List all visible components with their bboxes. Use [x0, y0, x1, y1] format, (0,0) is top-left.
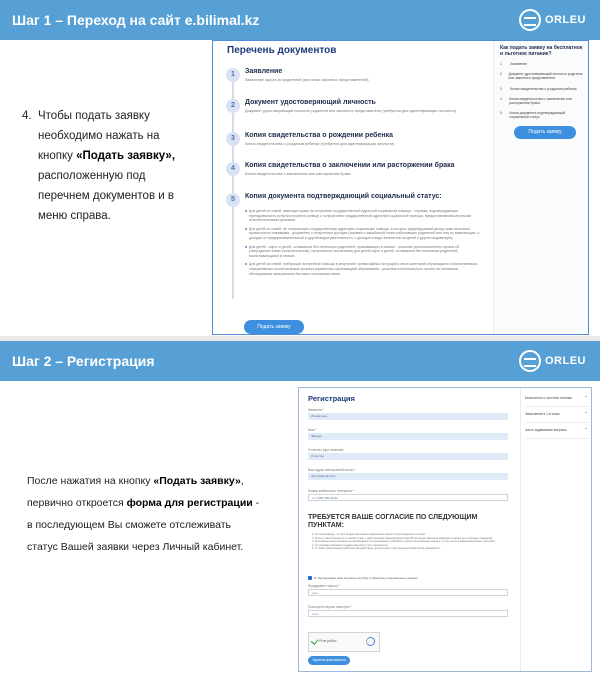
document-item — [226, 132, 481, 147]
document-item — [226, 68, 481, 83]
captcha-label: Я не робот — [319, 639, 337, 643]
recaptcha-widget[interactable] — [308, 632, 380, 652]
sidebar-item-number: 4 — [500, 96, 502, 101]
register-button[interactable]: Зарегистрироваться — [308, 656, 350, 665]
documents-screenshot — [212, 40, 589, 335]
patronymic-field — [308, 448, 508, 460]
registration-screenshot — [298, 387, 592, 672]
sidebar-title: Как подать заявку на бесплатное и льготное питание? — [500, 45, 583, 57]
password-field — [308, 584, 508, 596]
field-label: Имя * — [308, 428, 317, 432]
step-1-title: Шаг 1 – Переход на сайт e.bilimal.kz — [12, 12, 260, 28]
list-item: 5. О праве обжалования действий (бездействия) должностных лиц в вышестоящий орган ознакомлен. — [312, 547, 441, 550]
checkmark-icon — [311, 637, 319, 645]
surname-field — [308, 408, 508, 420]
name-input[interactable]: Фарида — [308, 433, 508, 440]
help-sidebar — [493, 41, 589, 335]
sidebar-item[interactable] — [500, 72, 584, 80]
sidebar-item[interactable] — [500, 97, 584, 105]
instruction-line: необходимо нажать на — [38, 130, 160, 142]
instruction-highlight: форма для регистрации — [126, 497, 253, 509]
list-item: Для детей из семей, требующих экстренной помощи в результате чрезвычайных ситуаций и иных категорий обучающихся и воспитанников, определяемых коллегиальным органом управления организацией образования - решение коллегиального органа на основании обследования материально-бытового положения семьи. — [245, 262, 480, 276]
name-field — [308, 428, 508, 440]
step-number-badge: 5 — [226, 193, 240, 207]
field-label: Отчество (при наличии) — [308, 448, 344, 452]
instruction-line: После нажатия на кнопку — [27, 475, 154, 487]
password-repeat-field — [308, 605, 508, 617]
list-item: Для детей - сирот и детей, оставшихся без попечения родителей, проживающих в семьях - решение уполномоченного органа об утверждении опеки (попечительства), патронатного воспитания для детей-сирот и детей, оставшихся без попечения родителей, воспитывающихся в семьях. — [245, 245, 480, 259]
recaptcha-icon — [366, 637, 375, 646]
field-label: Придумайте пароль * — [308, 584, 340, 588]
registration-title: Регистрация — [308, 394, 355, 403]
step-number-badge: 4 — [226, 162, 240, 176]
sidebar-item-label: Копия свидетельства о заключении или расторжении брака — [509, 96, 572, 106]
document-subtitle: Документ удостоверяющий личность родителя или законного представителя (требуется для идентификации личности) — [245, 109, 456, 113]
document-item — [226, 99, 481, 114]
orleu-logo-icon — [519, 350, 541, 372]
checkbox-label: Я подтверждаю свое согласие на сбор и обработку персональных данных — [314, 576, 418, 580]
document-subtitle: Копия свидетельства о рождении ребенка (требуется для идентификации личности) — [245, 142, 395, 146]
patronymic-input[interactable]: Отчество — [308, 453, 508, 460]
field-label: Повторите пароль повторно * — [308, 605, 352, 609]
sidebar-item-label: Копия свидетельства о рождении ребенка — [510, 86, 577, 91]
orleu-logo — [519, 350, 586, 372]
password-repeat-input[interactable]: •••••• — [308, 610, 508, 617]
step-number-badge: 2 — [226, 99, 240, 113]
field-label: Номер мобильного телефона * — [308, 489, 354, 493]
sidebar-submit-button[interactable]: Подать заявку — [514, 126, 576, 139]
slide-step-1 — [0, 0, 600, 336]
instruction-line: - — [252, 497, 260, 509]
list-item: Для детей из семей, не получающих государственную адресную социальную помощь, в которых среднедушевой доход ниже величины прожиточного минимума - документы о полученных доходах (справка о заработной плате работающих родителей или лиц их заменяющих, о доходах от предпринимательской и другой видов деятельности, о доходах в виде алиментов на детей и других иждивенцев). — [245, 227, 480, 241]
consent-checkbox-row — [308, 576, 418, 580]
sidebar-item-number: 3 — [500, 86, 502, 91]
instruction-line: кнопку — [38, 150, 77, 162]
instruction-number: 4. — [22, 110, 32, 122]
logo-text: ORLEU — [545, 355, 586, 367]
step-2-instruction — [27, 470, 287, 558]
phone-field — [308, 489, 508, 501]
sidebar-item-number: 5 — [500, 111, 502, 116]
document-item — [226, 193, 481, 203]
document-subtitle: Копия свидетельства о заключении или расторжении брака — [245, 172, 351, 176]
social-status-list — [245, 209, 480, 280]
list-item: 4. Со сроками оказания государственной услуги ознакомлен. — [312, 543, 389, 547]
document-title: Копия документа подтверждающий социальный статус: — [245, 193, 442, 200]
sidebar-item[interactable] — [500, 87, 584, 91]
sidebar-item-number: 2 — [500, 72, 502, 77]
instruction-line: расположенную под — [38, 170, 146, 182]
sidebar-item-first-grade[interactable]: Зачисление в 1-й класс ⌄ — [525, 407, 589, 423]
instruction-line: меню справа. — [38, 210, 111, 222]
sidebar-item-label: Заявление — [510, 62, 528, 66]
phone-input[interactable]: +7 (705) 000-00-00 — [308, 494, 508, 501]
field-label: Фамилия * — [308, 408, 324, 412]
step-2-header — [0, 341, 600, 381]
sidebar-item[interactable] — [500, 111, 584, 119]
email-field — [308, 468, 508, 480]
sidebar-item[interactable] — [500, 62, 584, 66]
orleu-logo — [519, 9, 586, 31]
document-item — [226, 162, 481, 177]
email-input[interactable]: abcxyz@mail.com — [308, 473, 508, 480]
sidebar-item-faq[interactable]: Часто задаваемые вопросы ⌄ — [525, 423, 589, 439]
password-input[interactable]: •••••• — [308, 589, 508, 596]
step-number-badge: 1 — [226, 68, 240, 82]
document-title: Копия свидетельства о рождении ребенка — [245, 132, 393, 139]
step-number-badge: 3 — [226, 132, 240, 146]
instruction-highlight: «Подать заявку» — [153, 475, 241, 487]
document-subtitle: Заявление одного из родителей (или иных законных представителей) — [245, 78, 369, 82]
consent-terms — [312, 533, 507, 551]
surname-input[interactable]: Исмаилова — [308, 413, 508, 420]
consent-checkbox[interactable] — [308, 576, 312, 580]
instruction-line: Чтобы подать заявку — [38, 110, 150, 122]
sidebar-item-label: Копия документа подтверждающий социальный статус — [509, 111, 566, 120]
orleu-logo-icon — [519, 9, 541, 31]
documents-title: Перечень документов — [227, 45, 337, 56]
field-label: Ваш адрес электронной почты * — [308, 468, 356, 472]
logo-text: ORLEU — [545, 14, 586, 26]
document-title: Документ удостоверяющий личность — [245, 99, 376, 106]
sidebar-item-label: Документ удостоверяющий личность родителя или законного представителя — [508, 72, 583, 81]
document-title: Копия свидетельства о заключении или расторжении брака — [245, 162, 455, 169]
services-sidebar — [520, 388, 592, 672]
sidebar-item-free-meals[interactable]: Бесплатное и льготное питание ⌄ — [525, 391, 589, 407]
consent-heading: ТРЕБУЕТСЯ ВАШЕ СОГЛАСИЕ ПО СЛЕДУЮЩИМ ПУНКТАМ: — [308, 514, 478, 529]
list-item: Для детей из семей, имеющих право на получение государственной адресной социальной помощи - справка, подтверждающая принадлежность услугополучателя (семьи) к получателям государственной адресной социальной помощи, предоставляемая местными исполнительными органами. — [245, 209, 480, 223]
instruction-line: статус Вашей заявки через Личный кабинет. — [27, 541, 244, 553]
instruction-line: перечнем документов и в — [38, 190, 174, 202]
list-item: 3. Я выражаю свое согласие на необходимое использование и обработку своих персональных данных, в том числе в информационных системах. — [312, 540, 496, 543]
instruction-line: первично откроется — [27, 497, 127, 509]
step-2-title: Шаг 2 – Регистрация — [12, 353, 155, 369]
list-item: 1. Я подтверждаю, что вся предоставленная информация является достоверной и точной. — [312, 533, 426, 536]
step-1-header — [0, 0, 600, 40]
list-item: 2. Я несу ответственность в соответствии с действующим законодательством РК за предоставление заведомо ложных или неполных сведений. — [312, 536, 493, 540]
instruction-line: , — [240, 475, 244, 487]
instruction-line: в последующем Вы сможете отслеживать — [27, 519, 232, 531]
step-1-instruction — [22, 106, 197, 226]
document-title: Заявление — [245, 68, 283, 75]
submit-application-button[interactable]: Подать заявку — [244, 320, 304, 334]
instruction-highlight: «Подать заявку», — [76, 150, 176, 162]
sidebar-item-number: 1 — [500, 62, 502, 66]
